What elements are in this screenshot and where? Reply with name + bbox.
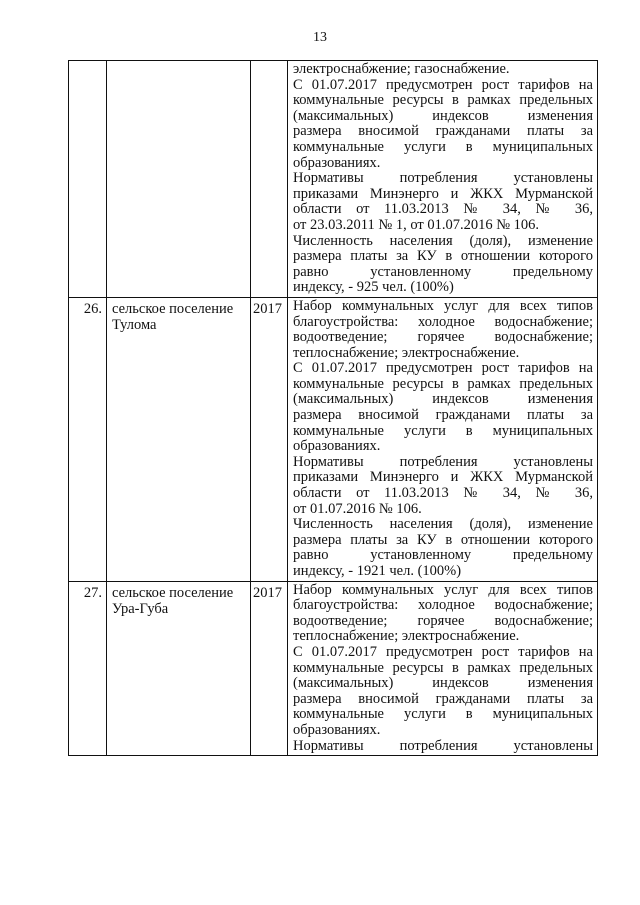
description-line: (максимальных) индексов изменения xyxy=(293,676,593,692)
settlement-name: сельское поселение Ура-Губа xyxy=(107,581,251,756)
description-line: размера вносимой гражданами платы за xyxy=(293,124,593,140)
description-cell xyxy=(288,581,598,756)
description-line: Нормативы потребления установлены xyxy=(293,454,593,470)
description-line: благоустройства: холодное водоснабжение; xyxy=(293,598,593,614)
description-line: индексу, - 1921 чел. (100%) xyxy=(293,564,462,579)
description-line: образованиях. xyxy=(293,722,381,738)
description-line: области от 11.03.2013 № 34, № 36, xyxy=(293,486,593,502)
description-line: (максимальных) индексов изменения xyxy=(293,392,593,408)
description-line: С 01.07.2017 предусмотрен рост тарифов на xyxy=(293,644,593,660)
table-row xyxy=(69,581,598,756)
description-line: от 23.03.2011 № 1, от 01.07.2016 № 106. xyxy=(293,217,540,233)
description-cell xyxy=(288,61,598,298)
description-line: коммунальные услуги в муниципальных xyxy=(293,423,593,439)
description-line: образованиях. xyxy=(293,439,381,455)
description-line: Набор коммунальных услуг для всех типов xyxy=(293,298,593,314)
row-number: 27. xyxy=(69,581,107,756)
description-line: теплоснабжение; электроснабжение. xyxy=(293,345,520,361)
settlement-name xyxy=(107,61,251,298)
description-line: коммунальные услуги в муниципальных xyxy=(293,139,593,155)
row-number xyxy=(69,61,107,298)
tariff-table xyxy=(68,60,598,756)
description-line: равно установленному предельному xyxy=(293,264,593,280)
description-line: Нормативы потребления установлены xyxy=(293,738,593,754)
description-line: образованиях. xyxy=(293,155,381,171)
description-line: коммунальные ресурсы в рамках предельных xyxy=(293,376,593,392)
description-line: размера вносимой гражданами платы за xyxy=(293,691,593,707)
description-line: равно установленному предельному xyxy=(293,548,593,564)
description-line: водоотведение; горячее водоснабжение; xyxy=(293,613,593,629)
description-line: Нормативы потребления установлены xyxy=(293,171,593,187)
description-line: теплоснабжение; электроснабжение. xyxy=(293,629,520,645)
description-line: индексу, - 925 чел. (100%) xyxy=(293,280,454,296)
description-line: приказами Минэнерго и ЖКХ Мурманской xyxy=(293,186,593,202)
description-cell xyxy=(288,297,598,581)
page-number: 13 xyxy=(313,30,327,45)
description-line: водоотведение; горячее водоснабжение; xyxy=(293,330,593,346)
description-line: от 01.07.2016 № 106. xyxy=(293,501,422,517)
description-line: благоустройства: холодное водоснабжение; xyxy=(293,314,593,330)
description-line: коммунальные ресурсы в рамках предельных xyxy=(293,660,593,676)
description-line: размера платы за КУ в отношении которого xyxy=(293,532,593,548)
description-line: С 01.07.2017 предусмотрен рост тарифов на xyxy=(293,77,593,93)
row-year: 2017 xyxy=(251,297,288,581)
row-year xyxy=(251,61,288,298)
description-line: (максимальных) индексов изменения xyxy=(293,108,593,124)
description-line: размера вносимой гражданами платы за xyxy=(293,408,593,424)
row-year: 2017 xyxy=(251,581,288,756)
table-body xyxy=(69,61,598,756)
table-row xyxy=(69,297,598,581)
table-row xyxy=(69,61,598,298)
description-line: коммунальные ресурсы в рамках предельных xyxy=(293,93,593,109)
description-line: области от 11.03.2013 № 34, № 36, xyxy=(293,202,593,218)
description-line: электроснабжение; газоснабжение. xyxy=(293,62,510,77)
description-line: коммунальные услуги в муниципальных xyxy=(293,707,593,723)
description-line: размера платы за КУ в отношении которого xyxy=(293,249,593,265)
description-line: С 01.07.2017 предусмотрен рост тарифов на xyxy=(293,361,593,377)
description-line: приказами Минэнерго и ЖКХ Мурманской xyxy=(293,470,593,486)
description-line: Численность населения (доля), изменение xyxy=(293,517,593,533)
row-number: 26. xyxy=(69,297,107,581)
description-line: Численность населения (доля), изменение xyxy=(293,233,593,249)
description-line: Набор коммунальных услуг для всех типов xyxy=(293,582,593,598)
settlement-name: сельское поселение Тулома xyxy=(107,297,251,581)
